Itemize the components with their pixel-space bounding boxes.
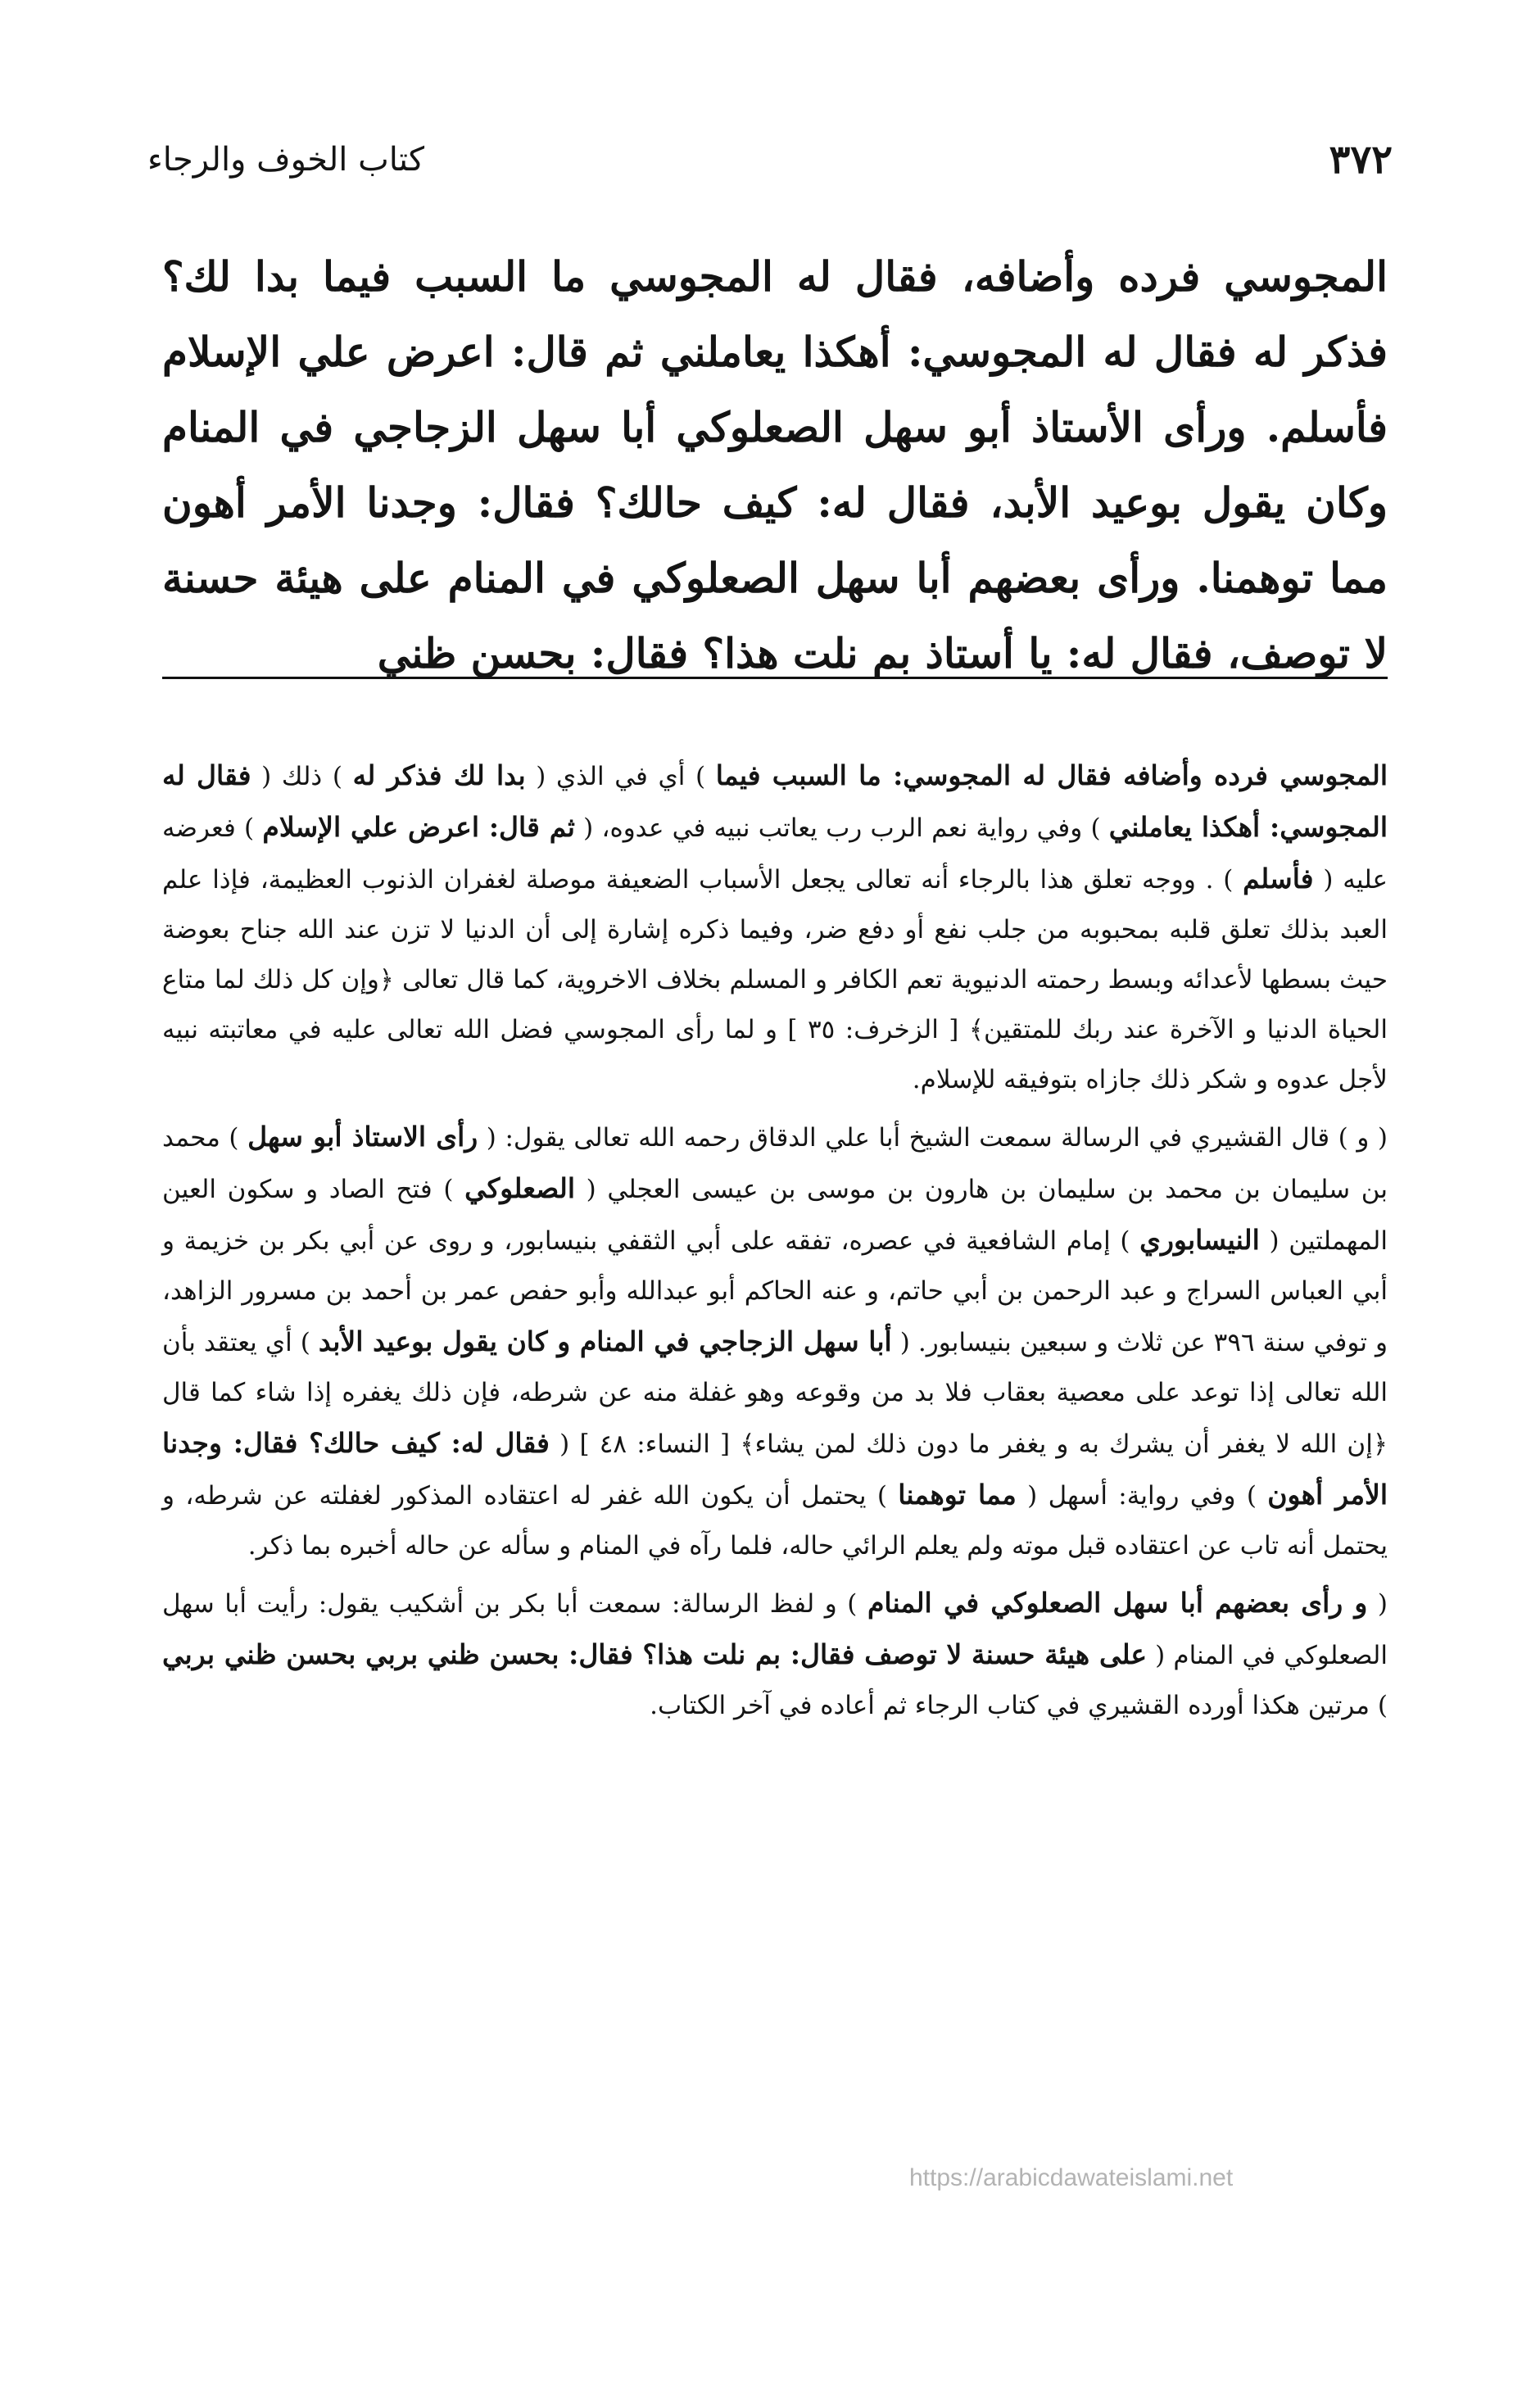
quoted-matn: على هيئة حسنة لا توصف فقال: بم نلت هذا؟ فقال: بحسن ظني بربي بحسن ظني بربي — [162, 1638, 1148, 1670]
commentary-text: ) فتح الصاد و سكون العين المهملتين ( — [162, 1175, 1388, 1256]
main-text — [162, 239, 1388, 691]
commentary-paragraph — [162, 1578, 1388, 1731]
commentary-paragraph — [162, 750, 1388, 1105]
commentary-text: ( و ) قال القشيري في الرسالة سمعت الشيخ أبا علي الدقاق رحمه الله تعالى يقول: ( — [478, 1123, 1388, 1153]
quoted-matn: ثم قال: اعرض علي الإسلام — [262, 811, 575, 843]
quoted-matn: فقال له المجوسي: أهكذا يعاملني — [162, 759, 1388, 843]
watermark: https://arabicdawateislami.net — [909, 2164, 1234, 2191]
quoted-matn: و رأى بعضهم أبا سهل الصعلوكي في المنام — [867, 1587, 1368, 1619]
commentary-text: ) وفي رواية نعم الرب رب يعاتب نبيه في عدوه، ( — [574, 813, 1109, 843]
quoted-matn: فأسلم — [1243, 863, 1314, 895]
quoted-matn: المجوسي فرده وأضافه فقال له المجوسي: ما السبب فيما — [715, 759, 1388, 791]
quoted-matn: الصعلوكي — [464, 1172, 576, 1204]
commentary — [162, 750, 1388, 1737]
main-text-paragraph: المجوسي فرده وأضافه، فقال له المجوسي ما السبب فيما بدا لك؟ فذكر له فقال له المجوسي: أهكذا يعاملني ثم قال: اعرض علي الإسلام فأسلم. ورأى الأستاذ أبو سهل الصعلوكي أبا سهل الزجاجي في المنام وكان يقول بوعيد الأبد، فقال له: كيف حالك؟ فقال: وجدنا الأمر أهون مما توهمنا. ورأى بعضهم أبا سهل الصعلوكي في المنام على هيئة حسنة لا توصف، فقال له: يا أستاذ بم نلت هذا؟ فقال: بحسن ظني — [162, 252, 1388, 677]
quoted-matn: رأى الاستاذ أبو سهل — [247, 1121, 478, 1153]
book-title: كتاب الخوف والرجاء — [147, 141, 425, 179]
commentary-text: ) يحتمل أن يكون الله غفر له اعتقاده المذكور لغفلته عن شرطه، و يحتمل أنه تاب عن اعتقاده قبل موته ولم يعلم الرائي حاله، فلما رآه في المنام و سأله عن حاله أخبره بما ذكر. — [162, 1481, 1388, 1561]
running-head — [147, 131, 1393, 188]
commentary-text: ) . ووجه تعلق هذا بالرجاء أنه تعالى يجعل الأسباب الضعيفة موصلة لغفران الذنوب العظيمة، فإذا علم العبد بذلك تعلق قلبه بمحبوبه من جلب نفع أو دفع ضر، وفيما ذكره إشارة إلى أن الدنيا لا تزن عند الله جناح بعوضة حيث بسطها لأعدائه وبسط رحمته الدنيوية تعم الكافر و المسلم بخلاف الاخروية، كما قال تعالى ﴿وإن كل ذلك لما متاع الحياة الدنيا و الآخرة عند ربك للمتقين﴾ [ الزخرف: ٣٥ ] و لما رأى المجوسي فضل الله تعالى عليه في معاتبته نبيه لأجل عدوه و شكر ذلك جازاه بتوفيقه للإسلام. — [162, 865, 1388, 1094]
page-number: ٣٧٢ — [1329, 137, 1393, 183]
commentary-text: ) أي يعتقد بأن الله تعالى إذا توعد على معصية بعقاب فلا بد من وقوعه وهو غفلة منه عن شرطه، فإن ذلك يغفره إذا شاء كما قال ﴿إن الله لا يغفر أن يشرك به و يغفر ما دون ذلك لمن يشاء﴾ [ النساء: ٤٨ ] ( — [162, 1328, 1388, 1459]
commentary-text: ) محمد بن سليمان بن محمد بن سليمان بن هارون بن موسى بن عيسى العجلي ( — [162, 1123, 1388, 1204]
quoted-matn: مما توهمنا — [898, 1479, 1017, 1511]
quoted-matn: فقال له: كيف حالك؟ فقال: وجدنا الأمر أهون — [162, 1427, 1388, 1511]
commentary-text: ) فعرضه عليه ( — [162, 813, 1388, 895]
commentary-text: ) أي في الذي ( — [525, 762, 716, 791]
commentary-text: ) ذلك ( — [251, 762, 353, 791]
quoted-matn: بدا لك فذكر له — [352, 759, 526, 791]
quoted-matn: النيسابوري — [1139, 1224, 1260, 1256]
commentary-paragraph — [162, 1112, 1388, 1571]
commentary-text: ) و لفظ الرسالة: سمعت أبا بكر بن أشكيب يقول: رأيت أبا سهل الصعلوكي في المنام ( — [162, 1589, 1388, 1670]
separator-rule — [162, 677, 1388, 679]
quoted-matn: أبا سهل الزجاجي في المنام و كان يقول بوعيد الأبد — [318, 1325, 892, 1357]
commentary-text: ) وفي رواية: أسهل ( — [1016, 1481, 1268, 1511]
commentary-text: ) مرتين هكذا أورده القشيري في كتاب الرجاء ثم أعاده في آخر الكتاب. — [650, 1691, 1388, 1720]
commentary-text: ) إمام الشافعية في عصره، تفقه على أبي الثقفي بنيسابور، و روى عن أبي بكر بن خزيمة و أبي العباس السراج و عبد الرحمن بن أبي حاتم، و عنه الحاكم أبو عبدالله وأبو حفص عمر بن أحمد بن مسرور الزاهد، و توفي سنة ٣٩٦ عن ثلاث و سبعين بنيسابور. ( — [162, 1226, 1388, 1357]
commentary-text: ( — [1367, 1589, 1388, 1619]
